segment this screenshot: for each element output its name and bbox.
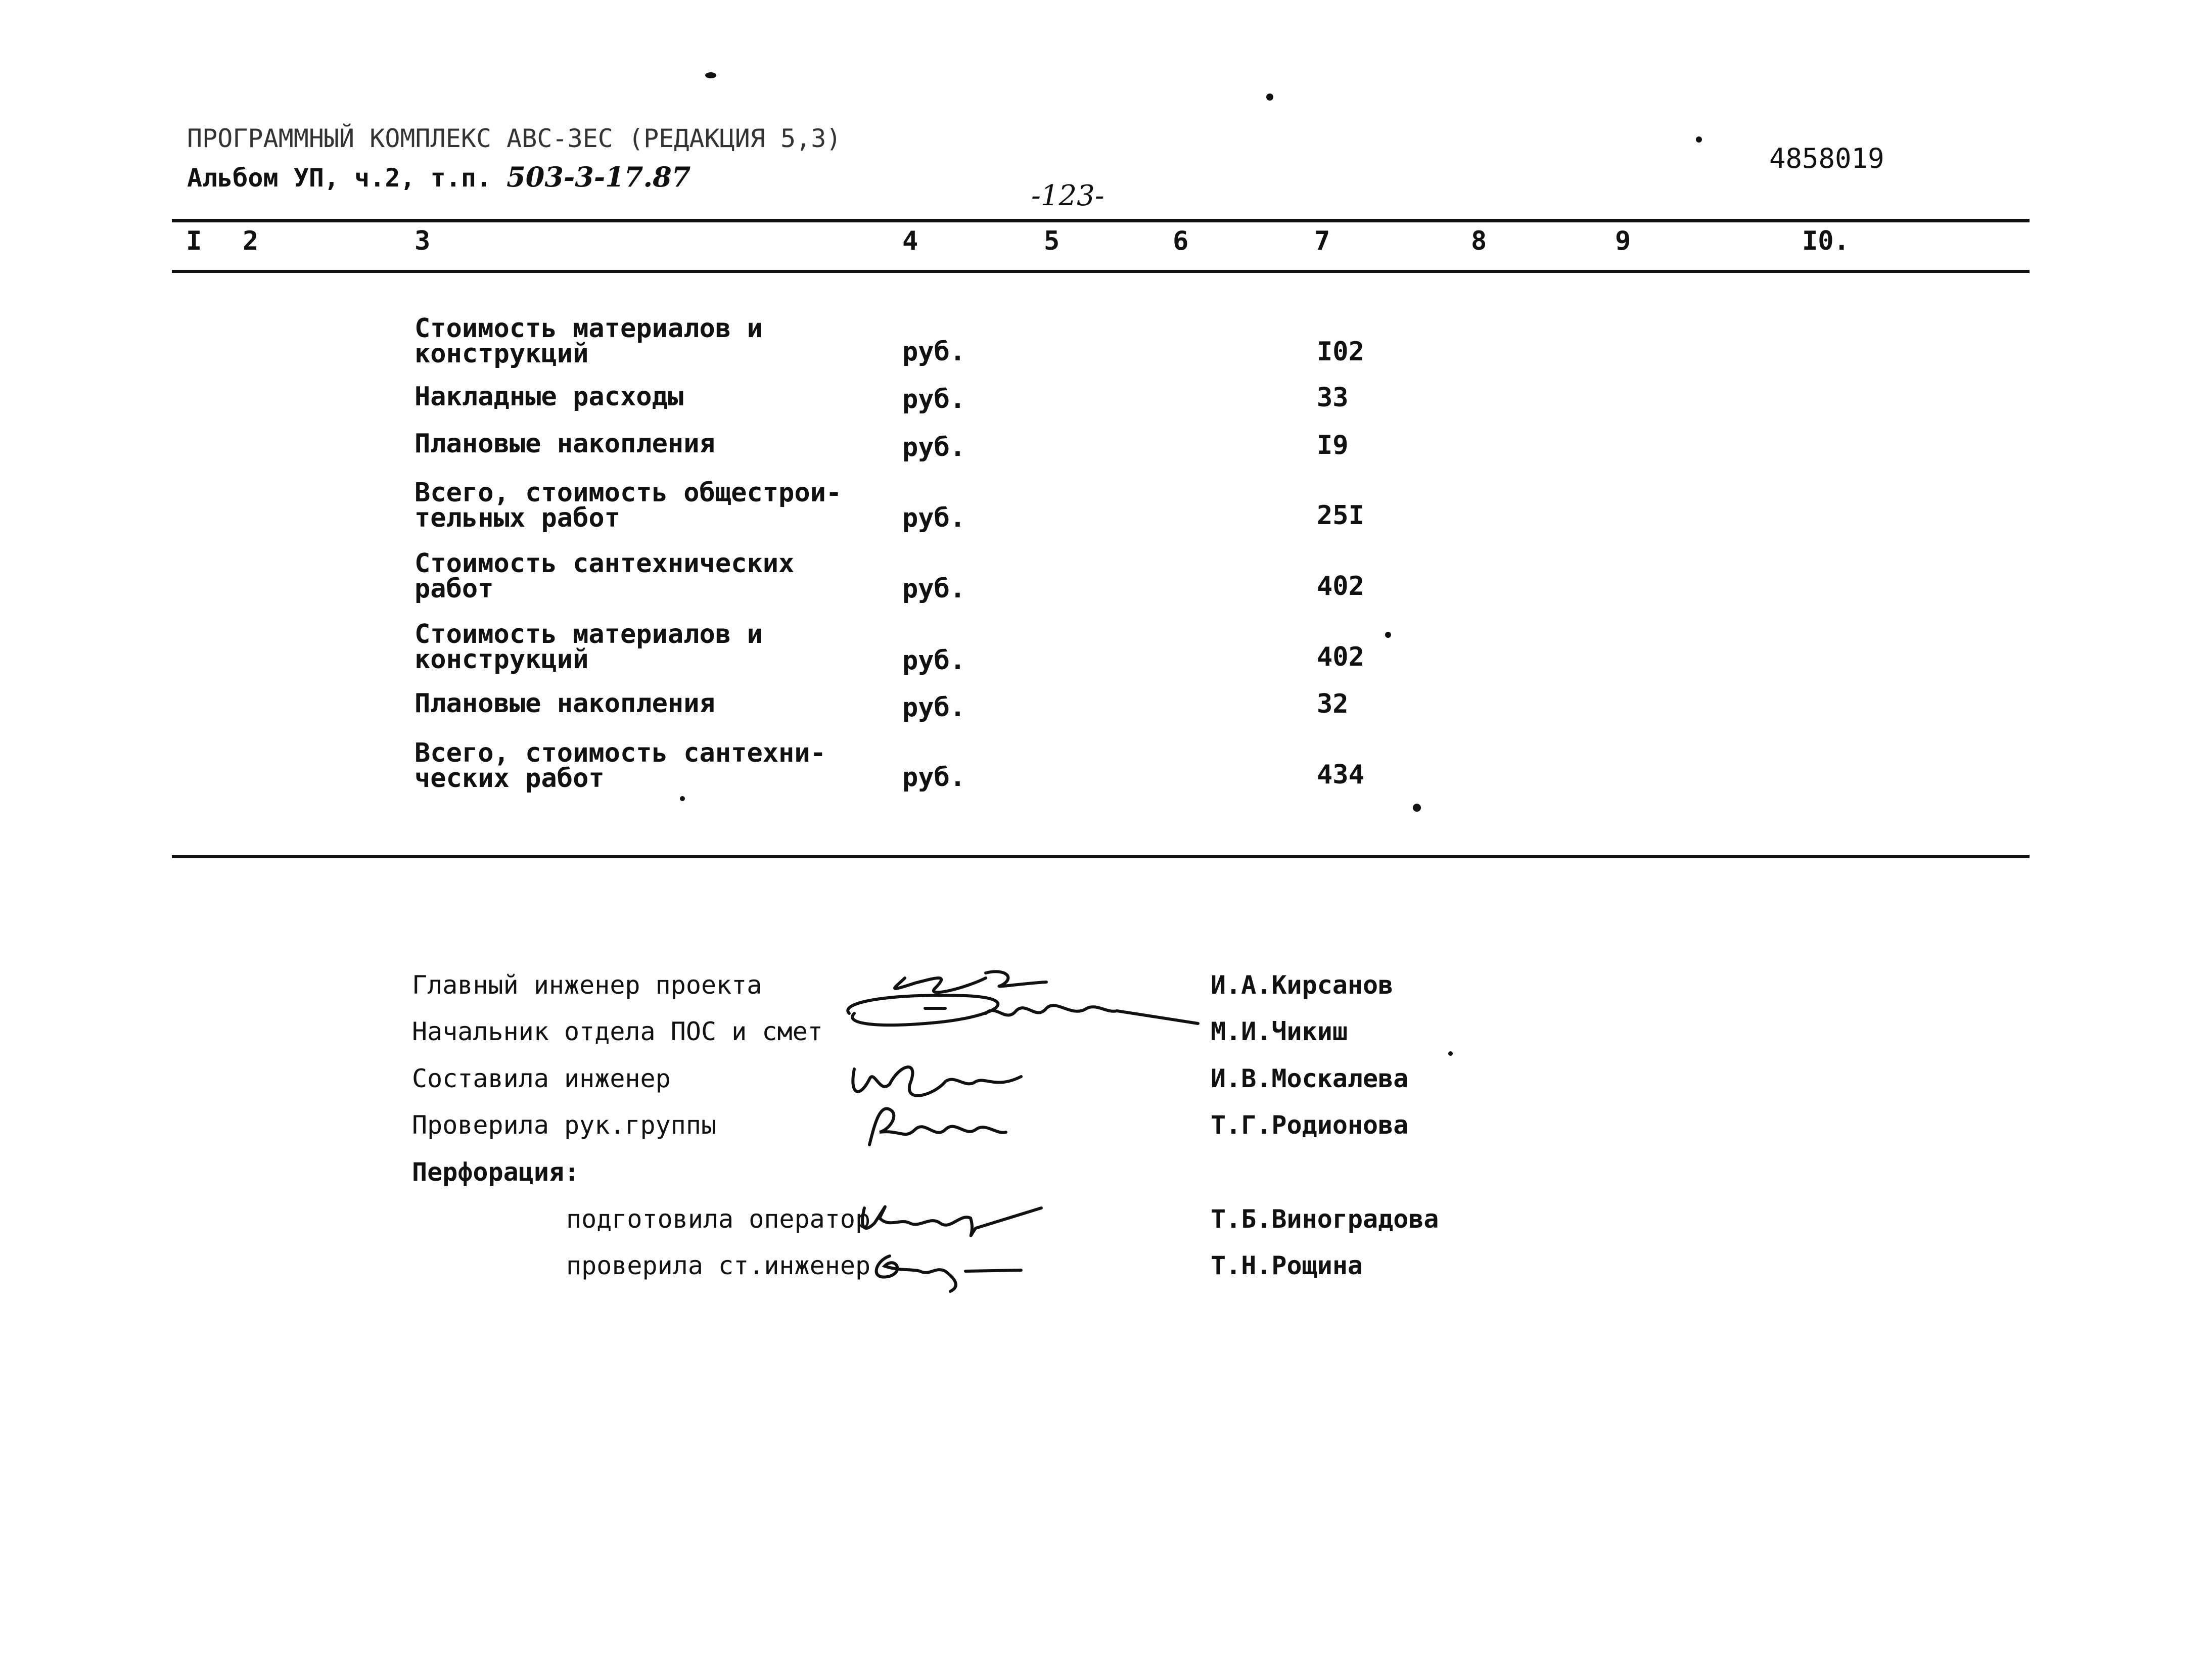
column-number: I [186, 226, 202, 256]
column-number: 7 [1314, 226, 1330, 256]
album-prefix: Альбом УП, ч.2, т.п. [187, 163, 492, 193]
table-bottom-rule [172, 855, 2030, 858]
row-label: Накладные расходы [414, 382, 684, 412]
column-number: 3 [414, 226, 431, 256]
project-code: 503-3-17.87 [506, 161, 691, 193]
signature-role: Главный инженер проекта [412, 970, 762, 1000]
row-value: 402 [1317, 642, 1364, 672]
perforation-heading: Перфорация: [412, 1157, 580, 1187]
scan-speck [1385, 632, 1391, 638]
row-unit: руб. [902, 574, 966, 604]
row-unit: руб. [902, 762, 966, 793]
row-value: 32 [1317, 689, 1349, 719]
scan-speck [1696, 136, 1702, 143]
column-header-rule [172, 270, 2030, 273]
column-number: I0. [1802, 226, 1850, 256]
signature-roshchina [834, 1241, 1046, 1296]
signature-name: И.В.Москалева [1211, 1064, 1409, 1093]
document-number: 4858019 [1769, 143, 1884, 174]
scan-speck [1266, 94, 1273, 101]
signature-role: подготовила оператор [566, 1204, 871, 1234]
album-reference [187, 161, 690, 193]
row-label: Плановые накопления [414, 688, 715, 719]
signature-name: Т.Г.Родионова [1211, 1110, 1409, 1140]
row-value: I02 [1317, 337, 1364, 367]
row-unit: руб. [902, 503, 966, 533]
signature-name: И.А.Кирсанов [1211, 970, 1394, 1000]
scan-speck [705, 72, 716, 78]
scan-speck [680, 796, 685, 801]
row-label: Стоимость материалов и конструкций [414, 313, 763, 369]
row-unit: руб. [902, 337, 966, 367]
signature-vinogradova [834, 1188, 1097, 1248]
row-unit: руб. [902, 384, 966, 414]
signature-role: проверила ст.инженер [566, 1251, 871, 1280]
row-value: 25I [1317, 500, 1364, 531]
scan-speck [1448, 1051, 1453, 1056]
row-label: Всего, стоимость сантехни- ческих работ [414, 738, 826, 794]
program-title: ПРОГРАММНЫЙ КОМПЛЕКС АВС-ЗЕС (РЕДАКЦИЯ 5,3) [187, 124, 842, 153]
signature-name: М.И.Чикиш [1211, 1017, 1348, 1046]
row-label: Стоимость материалов и конструкций [414, 619, 763, 675]
scan-speck [1413, 804, 1421, 812]
row-value: I9 [1317, 430, 1349, 460]
column-number: 9 [1615, 226, 1631, 256]
signature-role: Составила инженер [412, 1064, 671, 1093]
row-label: Стоимость сантехнических работ [414, 548, 795, 604]
column-number: 8 [1471, 226, 1487, 256]
row-unit: руб. [902, 645, 966, 676]
column-number: 4 [902, 226, 918, 256]
page-number: -123- [1031, 179, 1104, 212]
row-label: Плановые накопления [414, 429, 715, 459]
column-number: 6 [1173, 226, 1189, 256]
signature-name: Т.Н.Рощина [1211, 1251, 1363, 1280]
column-number: 5 [1044, 226, 1060, 256]
signature-scribble-kirsanov-chikish [834, 958, 1218, 1054]
top-rule [172, 219, 2030, 222]
signature-rodionova [834, 1094, 1046, 1160]
column-number: 2 [243, 226, 259, 256]
row-value: 33 [1317, 383, 1349, 413]
row-label: Всего, стоимость общестрои- тельных работ [414, 478, 842, 533]
row-value: 434 [1317, 760, 1364, 790]
signature-name: Т.Б.Виноградова [1211, 1204, 1439, 1234]
signature-role: Начальник отдела ПОС и смет [412, 1017, 823, 1046]
row-value: 402 [1317, 571, 1364, 601]
signature-role: Проверила рук.группы [412, 1110, 717, 1140]
row-unit: руб. [902, 692, 966, 723]
row-unit: руб. [902, 432, 966, 462]
